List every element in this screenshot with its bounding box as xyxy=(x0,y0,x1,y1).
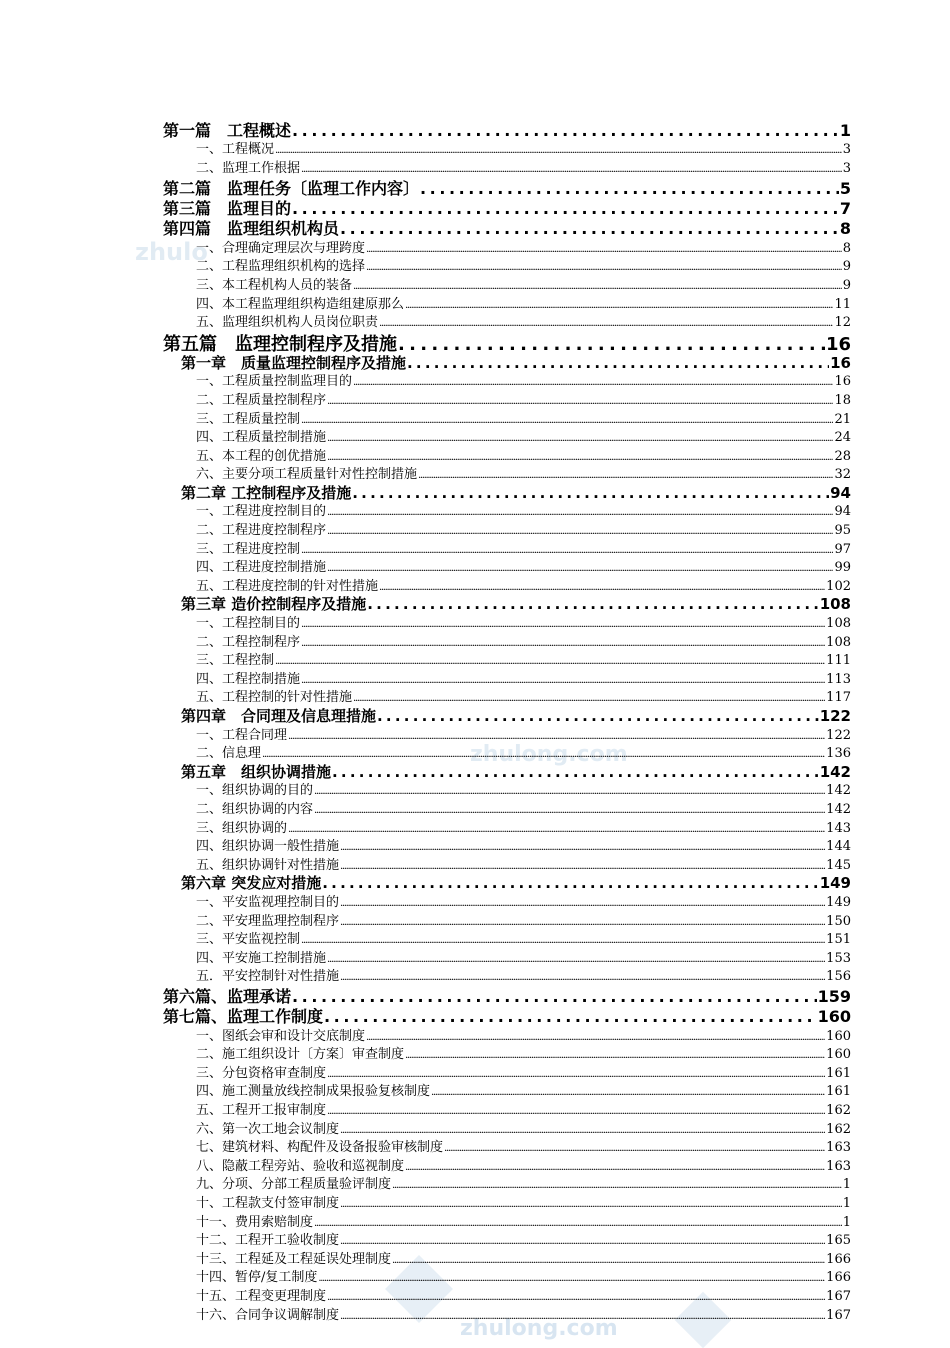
toc-entry-page-number: 142 xyxy=(826,783,851,798)
toc-entry[interactable] xyxy=(163,705,851,724)
toc-entry-page-number: 167 xyxy=(826,1307,851,1323)
toc-entry-page-number: 149 xyxy=(826,894,851,910)
toc-entry[interactable] xyxy=(163,1192,851,1211)
toc-entry-title: 第一章 质量监理控制程序及措施 xyxy=(181,353,407,371)
toc-entry-page-number: 161 xyxy=(826,1084,851,1100)
dot-leader xyxy=(327,523,833,538)
dot-leader xyxy=(327,1103,825,1118)
toc-entry-title: 九、分项、分部工程质量验评制度 xyxy=(196,1177,392,1193)
toc-entry-page-number: 108 xyxy=(826,616,851,631)
toc-entry-title: 四、施工测量放线控制成果报验复核制度 xyxy=(196,1084,431,1100)
toc-entry-page-number: 144 xyxy=(826,839,851,854)
dot-leader xyxy=(353,690,825,705)
toc-entry[interactable] xyxy=(163,196,851,216)
dot-leader xyxy=(292,199,839,216)
toc-entry-title: 第五篇 监理控制程序及措施 xyxy=(163,333,397,352)
dot-leader xyxy=(352,484,829,501)
dot-leader xyxy=(301,635,825,650)
toc-entry-page-number: 156 xyxy=(826,969,851,984)
toc-entry[interactable] xyxy=(163,500,851,519)
toc-entry[interactable] xyxy=(163,274,851,293)
toc-entry-title: 三、分包资格审查制度 xyxy=(196,1065,327,1081)
toc-entry-page-number: 16 xyxy=(830,353,851,371)
toc-entry-title: 三、组织协调的 xyxy=(196,820,288,836)
toc-entry[interactable] xyxy=(163,1080,851,1099)
toc-entry[interactable] xyxy=(163,631,851,650)
toc-entry-page-number: 111 xyxy=(826,653,851,668)
dot-leader xyxy=(301,412,833,427)
toc-entry-page-number: 149 xyxy=(819,874,851,891)
watermark-text-bottom: zhulong.com xyxy=(460,1316,618,1341)
toc-entry-page-number: 166 xyxy=(826,1251,851,1267)
toc-entry-page-number: 12 xyxy=(834,315,851,330)
toc-entry-page-number: 163 xyxy=(826,1140,851,1155)
toc-entry[interactable] xyxy=(163,910,851,929)
toc-entry[interactable] xyxy=(163,668,851,687)
dot-leader xyxy=(327,504,833,519)
dot-leader xyxy=(353,374,833,389)
toc-entry[interactable] xyxy=(163,293,851,312)
toc-entry-title: 二、施工组织设计〔方案〕审查制度 xyxy=(196,1047,405,1062)
toc-entry-title: 二、工程控制程序 xyxy=(196,634,301,650)
dot-leader xyxy=(322,874,818,891)
dot-leader xyxy=(301,932,825,947)
toc-entry-title: 第七篇、监理工作制度 xyxy=(163,1007,324,1025)
toc-entry-page-number: 163 xyxy=(826,1158,851,1174)
toc-entry-title: 十二、工程开工验收制度 xyxy=(196,1233,340,1248)
dot-leader xyxy=(340,1122,825,1137)
dot-leader xyxy=(366,259,842,274)
toc-entry[interactable] xyxy=(163,854,851,873)
dot-leader xyxy=(431,1084,825,1099)
watermark-text-middle: zhulong.com xyxy=(470,742,628,767)
toc-entry[interactable] xyxy=(163,612,851,631)
dot-leader xyxy=(340,914,825,929)
toc-entry-title: 一、工程进度控制目的 xyxy=(196,504,327,520)
toc-entry-page-number: 162 xyxy=(826,1121,851,1137)
toc-entry-page-number: 94 xyxy=(834,504,851,520)
toc-entry-title: 十四、暂停/复工制度 xyxy=(196,1270,318,1285)
toc-entry[interactable] xyxy=(163,1025,851,1044)
toc-entry-title: 一、平安监视理控制目的 xyxy=(196,894,340,910)
toc-entry-page-number: 108 xyxy=(826,634,851,650)
toc-entry-title: 三、工程质量控制 xyxy=(196,411,301,427)
dot-leader xyxy=(327,1289,825,1304)
toc-entry[interactable] xyxy=(163,817,851,836)
dot-leader xyxy=(292,987,817,1004)
toc-entry-page-number: 1 xyxy=(842,1214,851,1230)
toc-entry-page-number: 28 xyxy=(834,448,851,464)
toc-entry-title: 一、工程控制目的 xyxy=(196,616,301,631)
toc-entry-page-number: 97 xyxy=(834,541,851,557)
toc-entry[interactable] xyxy=(163,965,851,984)
toc-entry[interactable] xyxy=(163,835,851,854)
toc-entry[interactable] xyxy=(163,445,851,464)
dot-leader xyxy=(301,672,825,687)
toc-entry-title: 二、组织协调的内容 xyxy=(196,801,314,817)
toc-entry-title: 一、图纸会审和设计交底制度 xyxy=(196,1028,366,1044)
dot-leader xyxy=(444,1140,825,1155)
toc-entry[interactable] xyxy=(163,538,851,557)
toc-entry-page-number: 166 xyxy=(826,1270,851,1285)
dot-leader xyxy=(340,969,825,984)
dot-leader xyxy=(332,763,819,780)
toc-entry-title: 第六篇、监理承诺 xyxy=(163,986,292,1005)
toc-entry-title: 一、工程质量控制监理目的 xyxy=(196,374,353,389)
dot-leader xyxy=(420,179,839,196)
toc-entry-page-number: 11 xyxy=(834,296,851,312)
toc-entry-title: 第四章 合同理及信息理措施 xyxy=(181,707,377,724)
table-of-contents xyxy=(163,118,851,1322)
toc-entry[interactable] xyxy=(163,255,851,274)
toc-entry-page-number: 1 xyxy=(839,121,851,139)
dot-leader xyxy=(392,1177,842,1192)
toc-entry-page-number: 7 xyxy=(839,198,851,217)
toc-entry[interactable] xyxy=(163,1136,851,1155)
toc-entry-title: 十五、工程变更理制度 xyxy=(196,1289,327,1304)
dot-leader xyxy=(407,354,829,371)
toc-entry[interactable] xyxy=(163,556,851,575)
toc-entry[interactable] xyxy=(163,779,851,798)
toc-entry-page-number: 122 xyxy=(826,727,851,743)
toc-entry-title: 三、平安监视控制 xyxy=(196,932,301,947)
dot-leader xyxy=(275,142,842,157)
toc-entry-page-number: 1 xyxy=(842,1196,851,1211)
toc-entry[interactable] xyxy=(163,947,851,966)
toc-entry[interactable] xyxy=(163,928,851,947)
dot-leader xyxy=(340,1233,825,1248)
dot-leader xyxy=(314,783,825,798)
dot-leader xyxy=(398,334,825,352)
toc-entry-title: 一、合理确定理层次与理跨度 xyxy=(196,240,366,256)
toc-entry[interactable] xyxy=(163,1043,851,1062)
dot-leader xyxy=(379,579,825,594)
toc-entry[interactable] xyxy=(163,984,851,1004)
dot-leader xyxy=(318,1270,825,1285)
dot-leader xyxy=(327,951,825,966)
toc-entry-page-number: 108 xyxy=(819,595,851,613)
toc-entry-page-number: 94 xyxy=(830,483,851,501)
toc-entry-page-number: 150 xyxy=(826,913,851,929)
dot-leader xyxy=(301,161,842,176)
dot-leader xyxy=(366,241,842,256)
dot-leader xyxy=(327,430,833,445)
dot-leader xyxy=(418,467,833,482)
toc-entry[interactable] xyxy=(163,1266,851,1285)
dot-leader xyxy=(262,746,825,761)
dot-leader xyxy=(327,393,833,408)
toc-entry-page-number: 99 xyxy=(834,560,851,575)
toc-entry[interactable] xyxy=(163,1155,851,1174)
dot-leader xyxy=(275,653,825,668)
toc-entry-title: 三、本工程机构人员的装备 xyxy=(196,277,353,293)
toc-entry[interactable] xyxy=(163,1118,851,1137)
toc-entry-page-number: 24 xyxy=(834,430,851,445)
toc-entry[interactable] xyxy=(163,1211,851,1230)
toc-entry-title: 十六、合同争议调解制度 xyxy=(196,1307,340,1323)
dot-leader xyxy=(405,1159,825,1174)
dot-leader xyxy=(292,121,839,138)
dot-leader xyxy=(340,858,825,873)
toc-entry-page-number: 32 xyxy=(834,467,851,482)
toc-entry-page-number: 162 xyxy=(826,1103,851,1118)
dot-leader xyxy=(301,542,833,557)
toc-entry-page-number: 8 xyxy=(839,219,851,237)
toc-entry-title: 四、本工程监理组织构造组建原那么 xyxy=(196,296,405,312)
toc-entry-title: 五．平安控制针对性措施 xyxy=(196,969,340,984)
toc-entry[interactable] xyxy=(163,649,851,668)
toc-entry-title: 三、工程控制 xyxy=(196,653,275,668)
toc-entry-title: 第三章 造价控制程序及措施 xyxy=(181,595,367,613)
toc-entry-title: 五、监理组织机构人员岗位职责 xyxy=(196,315,379,330)
dot-leader xyxy=(366,1029,825,1044)
toc-entry-title: 七、建筑材料、构配件及设备报验审核制度 xyxy=(196,1140,444,1155)
dot-leader xyxy=(340,219,839,236)
toc-entry-title: 一、组织协调的目的 xyxy=(196,783,314,798)
toc-entry-page-number: 142 xyxy=(826,801,851,817)
toc-entry-title: 二、工程质量控制程序 xyxy=(196,392,327,408)
toc-entry[interactable] xyxy=(163,370,851,389)
dot-leader xyxy=(353,278,842,293)
toc-entry-title: 第二章 工控制程序及措施 xyxy=(181,483,352,501)
toc-entry[interactable] xyxy=(163,311,851,330)
toc-entry-title: 八、隐蔽工程旁站、验收和巡视制度 xyxy=(196,1158,405,1174)
toc-entry-page-number: 136 xyxy=(826,746,851,761)
toc-entry-title: 二、监理工作根据 xyxy=(196,160,301,176)
toc-entry-title: 四、平安施工控制措施 xyxy=(196,950,327,966)
toc-entry-page-number: 160 xyxy=(817,1007,851,1025)
dot-leader xyxy=(327,449,833,464)
toc-entry-page-number: 3 xyxy=(842,160,851,176)
toc-entry[interactable] xyxy=(163,330,851,352)
dot-leader xyxy=(379,315,833,330)
toc-entry-page-number: 117 xyxy=(826,690,851,705)
toc-entry-title: 一、工程合同理 xyxy=(196,727,288,743)
toc-entry-title: 三、工程进度控制 xyxy=(196,541,301,557)
toc-entry-page-number: 5 xyxy=(839,178,851,196)
toc-entry-page-number: 159 xyxy=(817,986,851,1005)
toc-entry[interactable] xyxy=(163,798,851,817)
dot-leader xyxy=(327,1066,825,1081)
toc-entry-title: 第五章 组织协调措施 xyxy=(181,762,332,780)
toc-entry[interactable] xyxy=(163,157,851,176)
toc-entry-page-number: 145 xyxy=(826,857,851,873)
toc-entry-title: 二、工程监理组织机构的选择 xyxy=(196,259,366,274)
toc-entry-page-number: 151 xyxy=(826,932,851,947)
dot-leader xyxy=(340,1196,842,1211)
toc-entry-title: 四、工程质量控制措施 xyxy=(196,430,327,445)
toc-entry-title: 第一篇 工程概述 xyxy=(163,121,292,139)
dot-leader xyxy=(288,728,825,743)
toc-entry[interactable] xyxy=(163,724,851,743)
toc-entry-title: 五、工程控制的针对性措施 xyxy=(196,690,353,705)
toc-entry-title: 五、组织协调针对性措施 xyxy=(196,857,340,873)
toc-entry[interactable] xyxy=(163,118,851,138)
toc-entry-page-number: 122 xyxy=(819,707,851,724)
toc-entry-title: 六、主要分项工程质量针对性控制措施 xyxy=(196,467,418,482)
toc-entry-page-number: 161 xyxy=(826,1065,851,1081)
toc-entry[interactable] xyxy=(163,352,851,371)
dot-leader xyxy=(340,1308,825,1323)
toc-entry-page-number: 160 xyxy=(826,1047,851,1062)
toc-entry-title: 第四篇 监理组织机构员 xyxy=(163,219,340,237)
dot-leader xyxy=(340,839,825,854)
dot-leader xyxy=(324,1007,817,1024)
toc-entry[interactable] xyxy=(163,1304,851,1323)
toc-entry-page-number: 9 xyxy=(842,277,851,293)
toc-entry-page-number: 167 xyxy=(826,1289,851,1304)
watermark-text-top: zhulo xyxy=(135,238,208,266)
toc-entry[interactable] xyxy=(163,237,851,256)
toc-entry[interactable] xyxy=(163,389,851,408)
toc-entry[interactable] xyxy=(163,463,851,482)
toc-entry[interactable] xyxy=(163,1004,851,1024)
toc-entry[interactable] xyxy=(163,686,851,705)
toc-entry-title: 十三、工程延及工程延误处理制度 xyxy=(196,1251,392,1267)
toc-entry[interactable] xyxy=(163,1285,851,1304)
toc-entry-title: 四、组织协调一般性措施 xyxy=(196,839,340,854)
toc-entry-page-number: 8 xyxy=(842,240,851,256)
toc-entry[interactable] xyxy=(163,1248,851,1267)
dot-leader xyxy=(340,895,825,910)
toc-entry[interactable] xyxy=(163,216,851,236)
toc-entry-page-number: 21 xyxy=(834,411,851,427)
toc-entry[interactable] xyxy=(163,176,851,196)
toc-entry-page-number: 16 xyxy=(825,333,851,352)
toc-entry[interactable] xyxy=(163,426,851,445)
toc-entry[interactable] xyxy=(163,138,851,157)
toc-entry-title: 六、第一次工地会议制度 xyxy=(196,1121,340,1137)
toc-entry[interactable] xyxy=(163,761,851,780)
toc-entry[interactable] xyxy=(163,593,851,612)
toc-entry-title: 十、工程款支付签审制度 xyxy=(196,1196,340,1211)
toc-entry-title: 第六章 突发应对措施 xyxy=(181,874,322,891)
toc-entry-page-number: 153 xyxy=(826,950,851,966)
dot-leader xyxy=(288,821,825,836)
toc-entry[interactable] xyxy=(163,1173,851,1192)
toc-entry[interactable] xyxy=(163,519,851,538)
toc-entry[interactable] xyxy=(163,575,851,594)
toc-entry-page-number: 143 xyxy=(826,820,851,836)
dot-leader xyxy=(405,1047,825,1062)
toc-entry-title: 十一、费用索赔制度 xyxy=(196,1214,314,1230)
dot-leader xyxy=(367,595,818,612)
toc-entry-title: 四、工程进度控制措施 xyxy=(196,560,327,575)
toc-entry[interactable] xyxy=(163,482,851,501)
dot-leader xyxy=(314,1215,842,1230)
dot-leader xyxy=(301,616,825,631)
toc-entry-page-number: 16 xyxy=(834,374,851,389)
toc-entry-page-number: 18 xyxy=(834,392,851,408)
dot-leader xyxy=(314,802,825,817)
toc-entry-title: 四、工程控制措施 xyxy=(196,671,301,687)
toc-entry-title: 五、工程进度控制的针对性措施 xyxy=(196,578,379,594)
toc-entry-page-number: 9 xyxy=(842,259,851,274)
toc-entry-title: 五、本工程的创优措施 xyxy=(196,448,327,464)
toc-entry[interactable] xyxy=(163,408,851,427)
toc-entry[interactable] xyxy=(163,1099,851,1118)
toc-entry[interactable] xyxy=(163,742,851,761)
toc-entry-title: 第二篇 监理任务〔监理工作内容〕 xyxy=(163,178,420,196)
toc-entry-page-number: 95 xyxy=(834,523,851,538)
toc-entry[interactable] xyxy=(163,1062,851,1081)
toc-entry-title: 二、平安理监理控制程序 xyxy=(196,913,340,929)
toc-entry[interactable] xyxy=(163,891,851,910)
toc-entry-page-number: 3 xyxy=(842,142,851,157)
dot-leader xyxy=(405,297,833,312)
toc-entry-page-number: 113 xyxy=(826,671,851,687)
toc-entry-page-number: 165 xyxy=(826,1233,851,1248)
toc-entry-title: 第三篇 监理目的 xyxy=(163,198,292,217)
dot-leader xyxy=(392,1252,825,1267)
dot-leader xyxy=(377,707,819,724)
toc-entry-title: 二、信息理 xyxy=(196,746,262,761)
toc-entry-page-number: 142 xyxy=(819,762,851,780)
dot-leader xyxy=(327,560,833,575)
toc-entry-title: 五、工程开工报审制度 xyxy=(196,1103,327,1118)
toc-entry[interactable] xyxy=(163,872,851,891)
toc-entry-title: 二、工程进度控制程序 xyxy=(196,523,327,538)
toc-entry-page-number: 1 xyxy=(842,1177,851,1193)
toc-entry-page-number: 160 xyxy=(826,1028,851,1044)
toc-entry-page-number: 102 xyxy=(826,578,851,594)
toc-entry-title: 一、工程概况 xyxy=(196,142,275,157)
toc-entry[interactable] xyxy=(163,1229,851,1248)
